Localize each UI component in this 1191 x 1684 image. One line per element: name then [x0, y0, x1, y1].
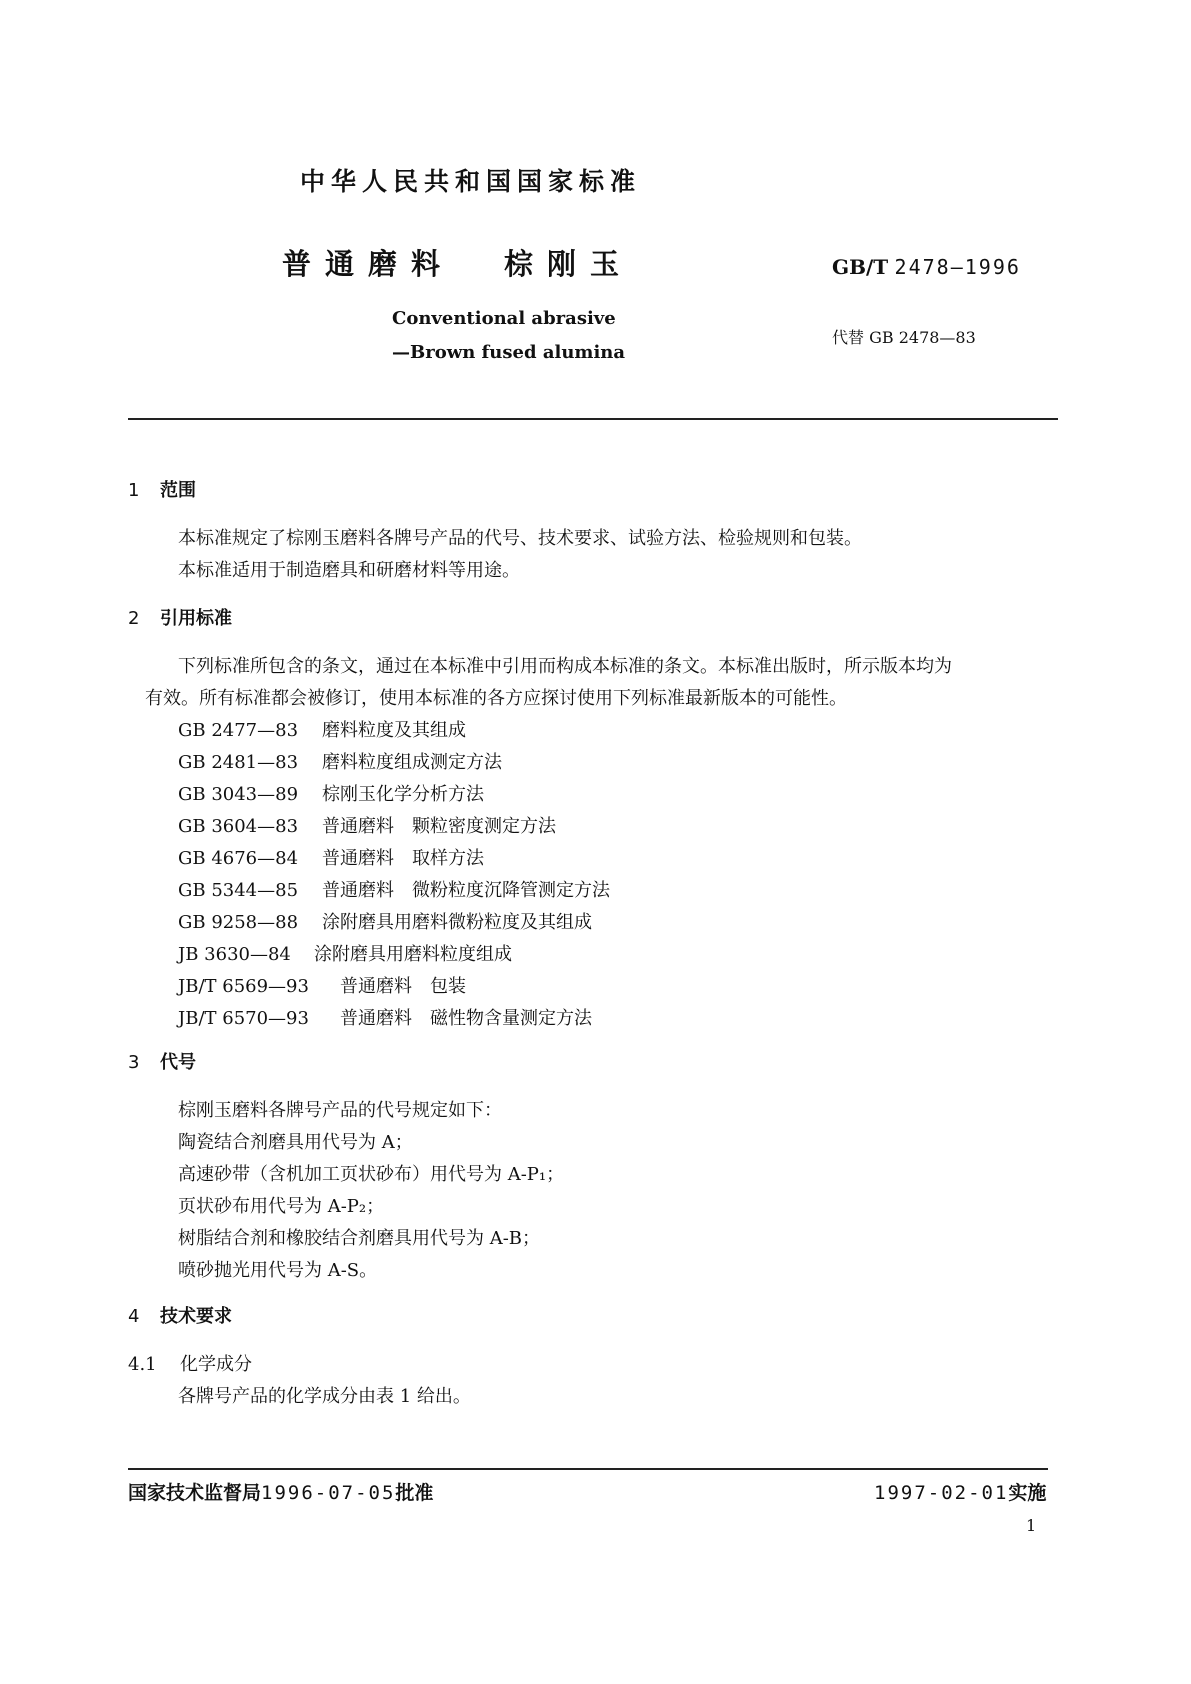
section-number: 1 — [128, 480, 140, 501]
reference-subtitle: 微粉粒度沉降管测定方法 — [412, 880, 610, 901]
code-line: 高速砂带（含机加工页状砂布）用代号为 A-P₁； — [178, 1164, 565, 1185]
effective-date: 1997-02-01 — [874, 1482, 1009, 1504]
standard-code-prefix: GB/T — [832, 255, 889, 279]
title-cn-part2: 棕刚玉 — [504, 247, 634, 281]
reference-title: 棕刚玉化学分析方法 — [322, 784, 484, 805]
reference-subtitle: 磁性物含量测定方法 — [430, 1008, 592, 1029]
section-number: 3 — [128, 1052, 140, 1073]
reference-title: 涂附磨具用磨料粒度组成 — [314, 944, 512, 965]
subsection-number: 4.1 — [128, 1354, 157, 1375]
section-1-heading — [128, 476, 196, 502]
paragraph: 本标准适用于制造磨具和研磨材料等用途。 — [178, 560, 520, 581]
reference-code: GB 3043—89 — [178, 784, 299, 805]
code-line: 树脂结合剂和橡胶结合剂磨具用代号为 A-B； — [178, 1228, 541, 1249]
reference-code: GB 9258—88 — [178, 912, 299, 933]
section-number: 2 — [128, 608, 140, 629]
code-line: 喷砂抛光用代号为 A-S。 — [178, 1260, 378, 1281]
header-divider — [128, 418, 1058, 420]
page-number: 1 — [1026, 1516, 1037, 1535]
reference-title: 涂附磨具用磨料微粉粒度及其组成 — [322, 912, 592, 933]
standard-code — [832, 255, 1021, 279]
section-3-heading — [128, 1048, 196, 1074]
reference-subtitle: 颗粒密度测定方法 — [412, 816, 556, 837]
reference-item — [178, 748, 502, 774]
reference-item — [178, 844, 484, 870]
section-title: 技术要求 — [160, 1306, 232, 1327]
reference-subtitle: 包装 — [430, 976, 466, 997]
reference-subtitle: 取样方法 — [412, 848, 484, 869]
reference-code: GB 4676—84 — [178, 848, 299, 869]
section-title: 引用标准 — [160, 608, 232, 629]
standard-code-number: 2478—1996 — [894, 255, 1021, 279]
reference-code: GB 2477—83 — [178, 720, 299, 741]
reference-title: 普通磨料 — [340, 1008, 412, 1029]
approve-date: 1996-07-05 — [261, 1482, 396, 1504]
section-2-heading — [128, 604, 232, 630]
reference-code: GB 2481—83 — [178, 752, 299, 773]
reference-title: 普通磨料 — [322, 848, 394, 869]
reference-code: GB 3604—83 — [178, 816, 299, 837]
effective-line — [874, 1478, 1046, 1505]
national-standard-heading: 中华人民共和国国家标准 — [300, 167, 642, 196]
reference-item — [178, 972, 466, 998]
subsection-title: 化学成分 — [180, 1354, 252, 1375]
reference-title: 磨料粒度及其组成 — [322, 720, 466, 741]
code-line: 页状砂布用代号为 A-P₂； — [178, 1196, 385, 1217]
subsection-4-1-heading — [128, 1350, 252, 1376]
paragraph: 有效。所有标准都会被修订，使用本标准的各方应探讨使用下列标准最新版本的可能性。 — [145, 688, 847, 709]
issuer: 国家技术监督局 — [128, 1482, 262, 1504]
title-cn-part1: 普通磨料 — [282, 247, 455, 281]
section-4-heading — [128, 1302, 232, 1328]
reference-item — [178, 780, 484, 806]
reference-item — [178, 876, 610, 902]
reference-title: 普通磨料 — [340, 976, 412, 997]
section-title: 范围 — [160, 480, 196, 501]
approve-label: 批准 — [395, 1482, 434, 1504]
document-title-en-line1: Conventional abrasive — [392, 308, 616, 329]
replaces-note: 代替 GB 2478—83 — [832, 328, 976, 347]
reference-code: JB/T 6569—93 — [178, 976, 309, 997]
reference-item — [178, 940, 512, 966]
paragraph: 本标准规定了棕刚玉磨料各牌号产品的代号、技术要求、试验方法、检验规则和包装。 — [178, 528, 862, 549]
reference-item — [178, 812, 556, 838]
section-number: 4 — [128, 1306, 140, 1327]
reference-item — [178, 1004, 592, 1030]
paragraph: 下列标准所包含的条文，通过在本标准中引用而构成本标准的条文。本标准出版时，所示版本均为 — [178, 656, 952, 677]
document-title-en-line2: —Brown fused alumina — [392, 342, 626, 363]
reference-item — [178, 908, 592, 934]
reference-item — [178, 716, 466, 742]
reference-code: JB/T 6570—93 — [178, 1008, 309, 1029]
footer-divider — [128, 1468, 1048, 1470]
reference-title: 普通磨料 — [322, 880, 394, 901]
document-title-cn — [282, 242, 633, 283]
reference-title: 磨料粒度组成测定方法 — [322, 752, 502, 773]
reference-code: JB 3630—84 — [178, 944, 291, 965]
paragraph: 各牌号产品的化学成分由表 1 给出。 — [178, 1386, 471, 1407]
approval-line — [128, 1478, 433, 1505]
reference-code: GB 5344—85 — [178, 880, 299, 901]
section-title: 代号 — [160, 1052, 196, 1073]
code-line: 棕刚玉磨料各牌号产品的代号规定如下： — [178, 1100, 502, 1121]
reference-title: 普通磨料 — [322, 816, 394, 837]
effective-label: 实施 — [1008, 1482, 1047, 1504]
code-line: 陶瓷结合剂磨具用代号为 A； — [178, 1132, 413, 1153]
